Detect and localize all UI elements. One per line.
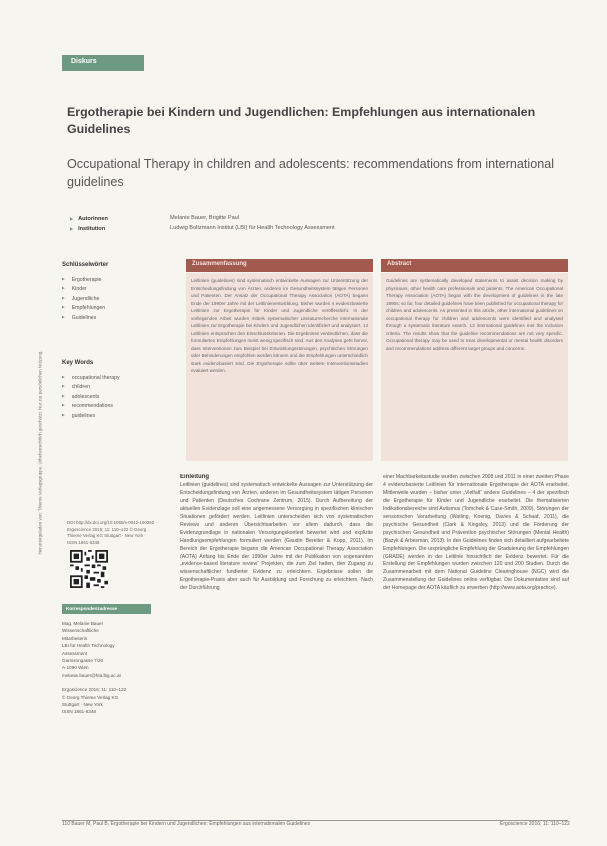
- correspondence-line: Wissenschaftliche: [62, 628, 99, 634]
- keyword-item: ▶ Ergotherapie: [62, 275, 108, 284]
- body-text-left: Leitlinien (guidelines) sind systematisch entwickelte Aussagen zur Unterstützung der Entscheidungsfindung von Ärzten, anderen im Gesundheitssystem tätigen Personen und Patienten (Deutsches Cochrane Zentrum, 2015). Durch Aufbereitung der aktuellen Evidenzlage soll eine angemessene Versorgung in spezifischen klinischen Situationen gefördert werden. Leitlinien unterscheiden sich von systematischen Reviews und anderen Übersichtsarbeiten vor allem dadurch, dass die Evidenzgrundlage in nationalen Versorgungskontext bewertet wird und explizite Handlungsempfehlungen formuliert werden (Gaudin Bereiter & Kopp, 2011). Im Bereich der Ergotherapie begann die American Occupational Therapy Association (AOTA) Anfang bis Ende der 1990er Jahre mit der Publikation von sogenannten „evidence-based literature review“ Projekten, die zum Ziel hatten, den Zugang zu wissenschaftlicher fundierter Evidenz zu erleichtern. Ergebnisse sollen die Ergotherapie-Praxis aber auch für Ausbildung und Forschung zu erleichtern. Nach der Durchführung: [180, 481, 373, 592]
- correspondence-line: ISSN 1861-6348: [62, 709, 96, 715]
- institution-row: [70, 224, 335, 234]
- abstract-german-text: Leitlinien (guidelines) sind systematisch entwickelte Aussagen zur Unterstützung der Entscheidungsfindung von Ärzten, anderen im Gesundheitssystem tätigen Personen und Patienten. Der Ansatz der Occupational Therapy Association (AOTA) begann Ende der 1990er Jahre mit der Leitlinienentwicklung. Bisher wurden 4 evidenzbasierte Leitlinien zur Ergotherapie für Kinder und Jugendliche veröffentlicht. In der vorliegenden Arbeit wurden mittels systematischer Literaturrecherche internationale Leitlinien zur Ergotherapie bei Kindern und Jugendlichen identifiziert und analysiert. 13 Leitlinien entsprachen den Einschlusskriterien. Die Ergebnisse verdeutlichen, dass die formulierten Empfehlungen meist wenig spezifisch sind. Aus den Analysen geht hervor, dass Interventionen zum Beispiel bei Entwicklungsstörungen, psychischen Störungen oder Behinderungen empfohlen werden können und die Empfehlungen unterschiedlich stark evidenzbasiert sind. Die Ergotherapie sollte über weitere Interventionsstudien evaluiert werden.: [191, 278, 368, 373]
- correspondence-line: © Georg Thieme Verlag KG: [62, 694, 119, 700]
- correspondence-line: [62, 679, 152, 686]
- correspondence-line: Stuttgart · New York: [62, 702, 103, 708]
- correspondence-heading: Korrespondenzadresse: [66, 605, 118, 611]
- keyword-item: ▶ Empfehlungen: [62, 303, 108, 312]
- authors-label: ▶ Autorinnen: [70, 214, 170, 224]
- keyword-item: ▶ occupational therapy: [62, 373, 120, 382]
- abstract-german-header: [186, 259, 373, 272]
- abstract-english-box: [381, 273, 568, 461]
- body-text-right: einer Machbarkeitsstudie wurden zwischen 2008 und 2011 in einer zweiten Phase 4 evidenzbasierte Leitlinien für internationale Ergotherapie der AOTA erarbeitet. Mittlerweile wurden – bisher unter „Vielfalt“ andere Guidelines – 4 der spezifisch die Ergotherapie für Kinder und Jugendliche erarbeitet. Die thematisierten Indikationsbereiche sind Autismus (Tomchek & Case-Smith, 2009), Störungen der sensorischen Verarbeitung (Watling, Koenig, Davies & Schaaf, 2011), die psychische Gesundheit (Clark & Kingsley, 2013) und die Förderung der psychischen Gesundheit und Prävention psychischer Störungen (Mental Health) (Bazyk & Arbesman, 2013). In den Guidelines finden sich detailliert aufgearbeitete Empfehlungen. Die ursprüngliche Empfehlung der Graduierung der Empfehlungen (GRADE) werden in der Leitlinie hinsichtlich der Evidenz bewertet. Für die Erstellung der Empfehlungen wurden zwischen 120 und 200 Studien. Durch die Zusammenarbeit mit dem National Guideline Clearinghouse (NGC) wird die Zusammenstellung der Guidelines online verfügbar. Die Dokumentation sind auf der Homepage der AOTA käuflich zu erwerben (http://www.aota.org/practice).: [383, 474, 569, 592]
- keyword-item: ▶ Jugendliche: [62, 294, 108, 303]
- download-notice-text: Heruntergeladen von: Thieme Verlagsgruppe. Urheberrechtlich geschützt. Nur zur persönlichen Nutzung.: [37, 350, 43, 555]
- correspondence-line: LBI für Health Technology: [62, 643, 115, 649]
- correspondence-block: [62, 620, 152, 716]
- download-notice: [30, 110, 43, 790]
- keyword-item: ▶ Guidelines: [62, 313, 108, 322]
- abstract-english-text: Guidelines are systematically developed statements to assist decision making by physicians, other health care professionals and patients. The American Occupational Therapy Association (AOTA) began with the development of guidelines in the late 1990s; so far, four detailed guidelines have been published for occupational therapy for children and adolescents. As presented in this article, other international guidelines on occupational therapy for children and adolescents were identified and analysed through a systematic literature search. 13 international guidelines met the inclusion criteria. The results show that the guideline recommendations are not very specific. Occupational therapy may be used to treat developmental or mental health disorders and recommendations address different target groups and concerns.: [386, 278, 563, 351]
- correspondence-line: melanie.bauer@hta.lbg.ac.at: [62, 672, 121, 678]
- abstract-english-header: [381, 259, 568, 272]
- correspondence-line: A-1090 Wien: [62, 665, 89, 671]
- article-meta: [70, 214, 335, 234]
- keyword-item: ▶ guidelines: [62, 411, 120, 420]
- section-rubric: [62, 55, 144, 71]
- authors-value: Melanie Bauer, Brigitte Paul: [170, 215, 240, 221]
- keyword-item: ▶ recommendations: [62, 401, 120, 410]
- body-column-right: [383, 474, 569, 814]
- keyword-item: ▶ children: [62, 382, 120, 391]
- intro-heading: Einleitung: [180, 474, 209, 480]
- qr-code: [70, 550, 108, 588]
- authors-row: [70, 214, 335, 224]
- correspondence-line: Mitarbeiterin: [62, 635, 88, 641]
- article-title-english: Occupational Therapy in children and adolescents: recommendations from international guidelines: [67, 157, 554, 189]
- keyword-item: ▶ Kinder: [62, 284, 108, 293]
- correspondence-line: Garnisongasse 7/20: [62, 658, 104, 664]
- article-title-german: Ergotherapie bei Kindern und Jugendlichen: Empfehlungen aus internationalen Guidelines: [67, 105, 536, 136]
- correspondence-header: [62, 604, 151, 614]
- institution-value: Ludwig Boltzmann Institut (LBI) für Health Technology Assessment: [170, 225, 335, 231]
- abstract-german-heading: Zusammenfassung: [192, 261, 247, 267]
- abstract-german-box: [186, 273, 373, 461]
- body-column-left: [180, 474, 373, 814]
- footer-citation: 110 Bauer M, Paul B. Ergotherapie bei Kindern und Jugendlichen: Empfehlungen aus internationalen Guidelines: [62, 821, 311, 827]
- keywords-english: [62, 360, 120, 420]
- keyword-item: ▶ adolescents: [62, 392, 120, 401]
- correspondence-line: Mag. Melanie Bauer: [62, 621, 104, 626]
- footer-journal: Ergoscience 2016; 11: 110–122: [500, 821, 570, 827]
- keywords-german-heading: Schlüsselwörter: [62, 262, 109, 268]
- abstract-english-heading: Abstract: [387, 261, 412, 267]
- rubric-label: Diskurs: [71, 58, 97, 65]
- keywords-english-heading: Key Words: [62, 360, 94, 366]
- doi-info: DOI http://dx.doi.org/10.1055/s-0042-100250 · Ergoscience 2016; 11: 110–122 © Georg Thieme Verlag KG Stuttgart · New York · ISSN 1861-6348: [67, 520, 157, 545]
- correspondence-line: Ergoscience 2016; 11: 110–122: [62, 687, 127, 693]
- keywords-german: [62, 262, 108, 322]
- correspondence-line: Assessment: [62, 650, 88, 656]
- institution-label: ▶ Institution: [70, 224, 170, 234]
